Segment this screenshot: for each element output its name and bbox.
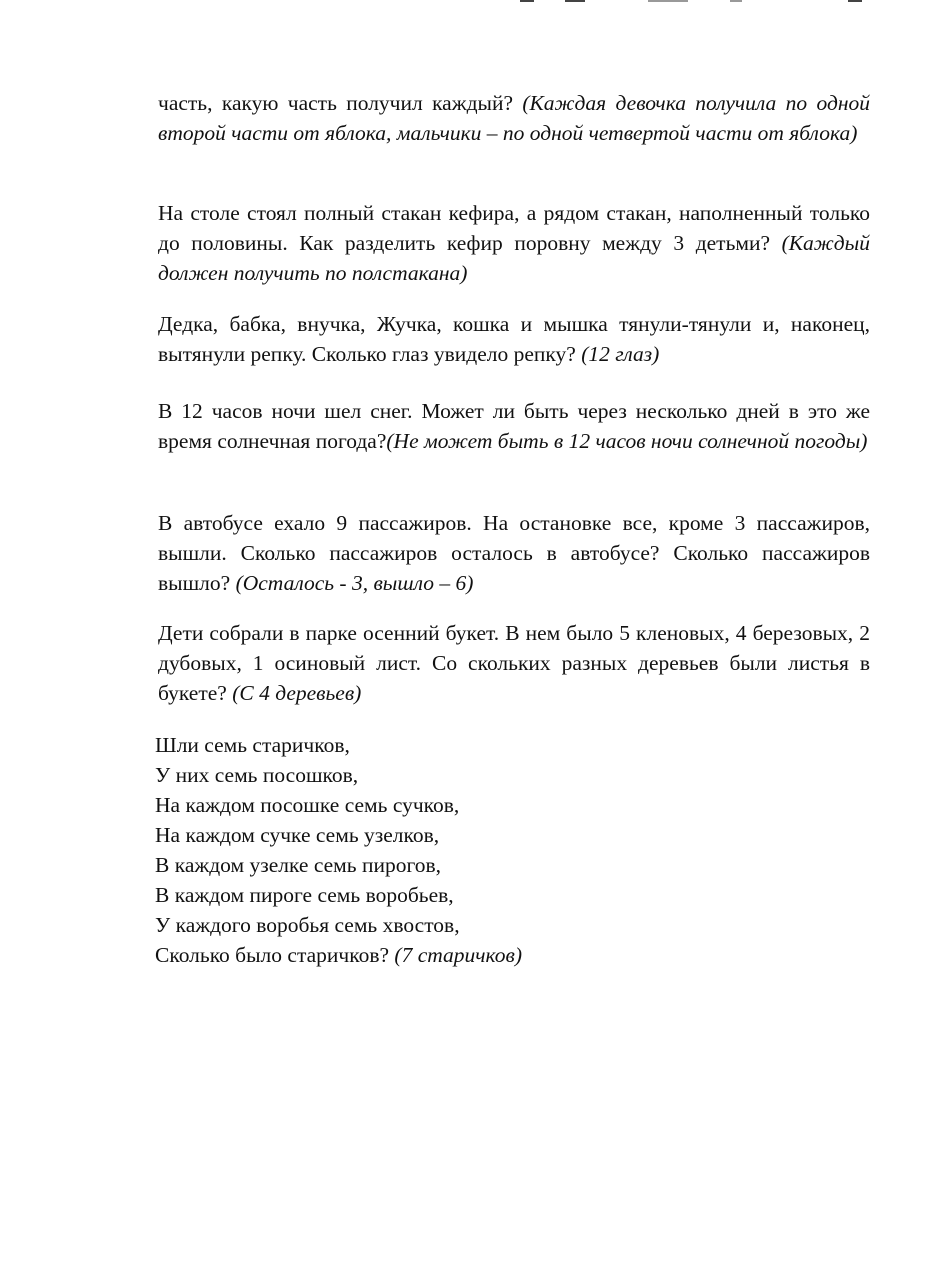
scan-mark [848,0,862,2]
riddle-answer: (С 4 деревьев) [232,681,362,705]
riddle-question: Дети собрали в парке осенний букет. В нем было 5 кленовых, 4 березовых, 2 дубовых, 1 осиновый лист. Со скольких разных деревьев были листья в букете? [158,621,870,705]
riddle-question: часть, какую часть получил каждый? [158,91,523,115]
scan-mark [520,0,534,2]
poem-question: Сколько было старичков? [155,943,395,967]
riddle-4 [158,396,870,456]
riddle-answer: (Каждый должен получить по полстакана) [158,231,870,285]
riddle-question: Дедка, бабка, внучка, Жучка, кошка и мышка тянули-тянули и, наконец, вытянули репку. Сколько глаз увидело репку? [158,312,870,366]
poem-line: Шли семь старичков, [155,733,350,757]
poem-line: В каждом узелке семь пирогов, [155,853,442,877]
poem-last-line [155,940,875,970]
poem-line: У них семь посошков, [155,763,359,787]
scan-mark [648,0,688,2]
poem [155,730,875,970]
riddle-answer: (Не может быть в 12 часов ночи солнечной погоды) [386,429,868,453]
riddle-5 [158,508,870,598]
riddle-3 [158,309,870,369]
riddle-answer: (12 глаз) [581,342,660,366]
scan-mark [730,0,742,2]
poem-line: У каждого воробья семь хвостов, [155,913,460,937]
riddle-answer: (Каждая девочка получила по одной второй части от яблока, мальчики – по одной четвертой части от яблока) [158,91,870,145]
poem-answer: (7 старичков) [394,943,523,967]
scan-mark [565,0,585,2]
riddle-question: В 12 часов ночи шел снег. Может ли быть через несколько дней в это же время солнечная погода? [158,399,870,453]
riddle-answer: (Осталось - 3, вышло – 6) [235,571,474,595]
poem-line: В каждом пироге семь воробьев, [155,883,454,907]
riddle-6 [158,618,870,708]
riddle-2 [158,198,870,288]
riddle-question: На столе стоял полный стакан кефира, а рядом стакан, наполненный только до половины. Как разделить кефир поровну между 3 детьми? [158,201,870,255]
riddle-question: В автобусе ехало 9 пассажиров. На остановке все, кроме 3 пассажиров, вышли. Сколько пассажиров осталось в автобусе? Сколько пассажиров вышло? [158,511,870,595]
poem-line: На каждом посошке семь сучков, [155,793,460,817]
poem-line: На каждом сучке семь узелков, [155,823,440,847]
riddle-1 [158,88,870,148]
